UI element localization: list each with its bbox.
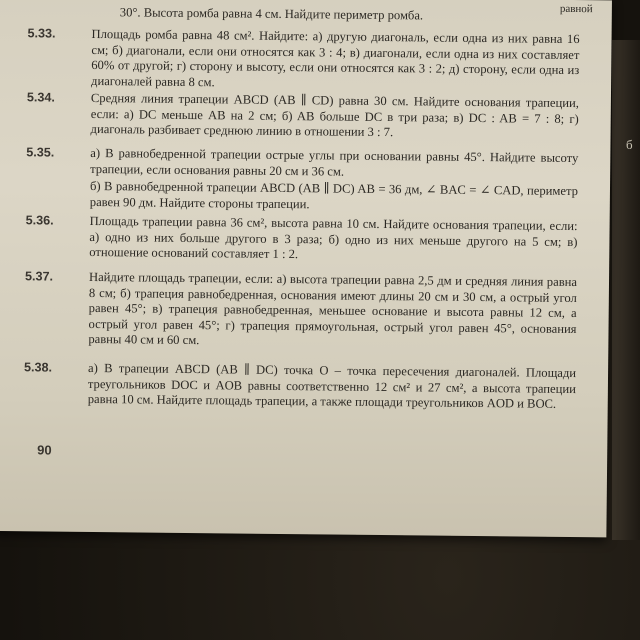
problem-text: Средняя линия трапеции ABCD (AB ∥ CD) равна 30 см. Найдите основания трапеции, если: а) DC меньше AB на 2 см; б) AB больше DC в три раза; в) DC : AB = 7 : 8; г) диагональ разбивает среднюю линию в отношении 3 : 7. [90,90,579,140]
problem-text-b: б) В равнобедренной трапеции ABCD (AB ∥ DC) AB = 36 дм, ∠ BAC = ∠ CAD, периметр равен 90 дм. Найдите стороны трапеции. [89,179,579,212]
problem-5-33 [27,26,580,94]
problem-text: Найдите площадь трапеции, если: а) высота трапеции равна 2,5 дм и средняя линия равна 8 см; б) трапеция равнобедренная, основания имеют длины 20 см и 30 см, а острый угол равен 45°; в) трапеция равнобедренная, меньшее основание и высота равны 12 см, а острый угол равен 45°; г) трапеция прямоугольная, острый угол равен 45°, основания равны 40 см и 60 см. [88,269,578,348]
problem-number: 5.36. [25,213,54,228]
problem-5-36 [25,213,577,266]
problem-5-35 [26,145,579,215]
top-fragment-right-text: равной [559,2,593,16]
page-number: 90 [37,442,52,458]
problem-text: а) В трапеции ABCD (AB ∥ DC) точка O – точка пересечения диагоналей. Площади треугольников DOC и AOB равны соответственно 12 см² и 27 см², а высота трапеции равна 10 см. Найдите площадь трапеции, а также площади треугольников AOD и BOC. [87,360,577,412]
page-edge-shadow [612,40,640,540]
side-mark: б [626,137,633,152]
problem-5-37 [24,269,577,353]
problem-text: а) В равнобедренной трапеции острые углы при основании равны 45°. Найдите высоту трапеции, если основания равны 20 см и 36 см. [90,145,579,179]
problem-number: 5.38. [24,360,53,375]
problem-number: 5.37. [24,269,54,284]
top-fragment-right [560,2,620,18]
problem-5-34 [27,90,579,143]
top-fragment-text: 30°. Высота ромба равна 4 см. Найдите периметр ромба. [119,5,424,23]
problem-number: 5.35. [26,145,55,160]
problem-number: 5.34. [26,90,56,105]
problem-text: Площадь ромба равна 48 см². Найдите: а) другую диагональ, если одна из них равна 16 см; б) диагонали, если они относятся как 3 : 4; в) диагонали, если одна из них составляет 60% от другой; г) сторону и высоту, если они относятся как 3 : 2; д) сторону, если одна из диагоналей равна 8 см. [91,26,580,90]
problem-number: 5.33. [27,26,56,41]
problem-5-38 [24,360,576,413]
top-fragment [120,5,540,25]
problem-text: Площадь трапеции равна 36 см², высота равна 10 см. Найдите основания трапеции, если: а) одно из них больше другого в 3 раза; б) одно из них меньше другого на 5 см; в) отношение оснований составляет 1 : 2. [89,213,578,262]
